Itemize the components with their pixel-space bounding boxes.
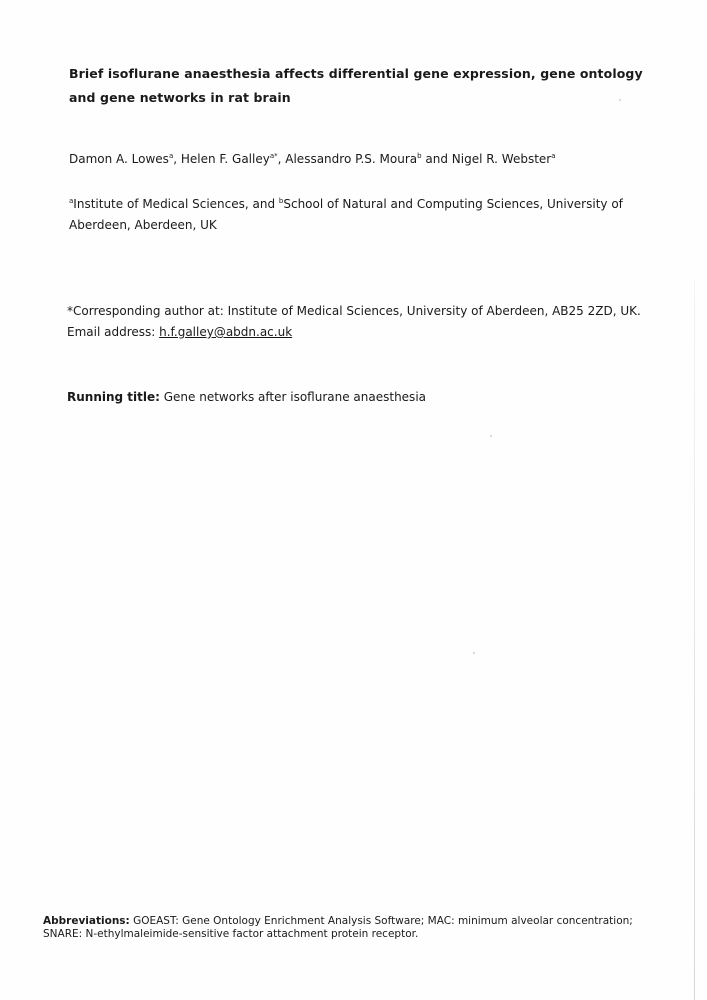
author-separator: and — [421, 152, 452, 166]
affiliations — [69, 194, 639, 236]
author-separator: , — [277, 152, 286, 166]
affiliation-mark: a — [69, 197, 74, 205]
abbreviations-text: GOEAST: Gene Ontology Enrichment Analysis Software; MAC: minimum alveolar concentration; SNARE: N-ethylmaleimide-sensitive factor attachment protein receptor. — [43, 915, 633, 940]
scan-edge-line — [694, 280, 695, 1000]
affiliation-text: Institute of Medical Sciences, and — [73, 197, 279, 211]
scan-speck — [473, 652, 475, 654]
author-affiliation-mark: a* — [269, 152, 278, 160]
abbreviations-label: Abbreviations: — [43, 915, 130, 927]
author-affiliation-mark: b — [417, 152, 422, 160]
affiliation-mark: b — [278, 197, 284, 205]
scan-speck — [490, 435, 492, 437]
author-separator: , — [173, 152, 181, 166]
running-title-text: Gene networks after isoflurane anaesthesia — [159, 390, 426, 404]
author-affiliation-mark: a — [168, 152, 174, 160]
author-name: Helen F. Galley — [180, 152, 270, 166]
paper-title: Brief isoflurane anaesthesia affects differential gene expression, gene ontology and gene networks in rat brain — [69, 66, 643, 105]
scan-speck — [619, 99, 621, 101]
running-title — [67, 388, 642, 406]
author-name: Damon A. Lowes — [69, 152, 169, 166]
author-name: Nigel R. Webster — [451, 152, 552, 166]
running-title-label: Running title: — [67, 390, 160, 404]
corresponding-text: *Corresponding author at: Institute of Medical Sciences, University of Aberdeen, AB25 2ZD, UK. Email address: — [67, 304, 641, 339]
abbreviations — [43, 915, 643, 941]
affiliation-text: School of Natural and Computing Sciences, University of Aberdeen, Aberdeen, UK — [69, 197, 623, 232]
email-link[interactable]: h.f.galley@abdn.ac.uk — [159, 325, 293, 339]
author-name: Alessandro P.S. Moura — [285, 152, 418, 166]
author-affiliation-mark: a — [551, 152, 556, 160]
corresponding-author — [67, 301, 642, 343]
author-list — [69, 149, 654, 169]
